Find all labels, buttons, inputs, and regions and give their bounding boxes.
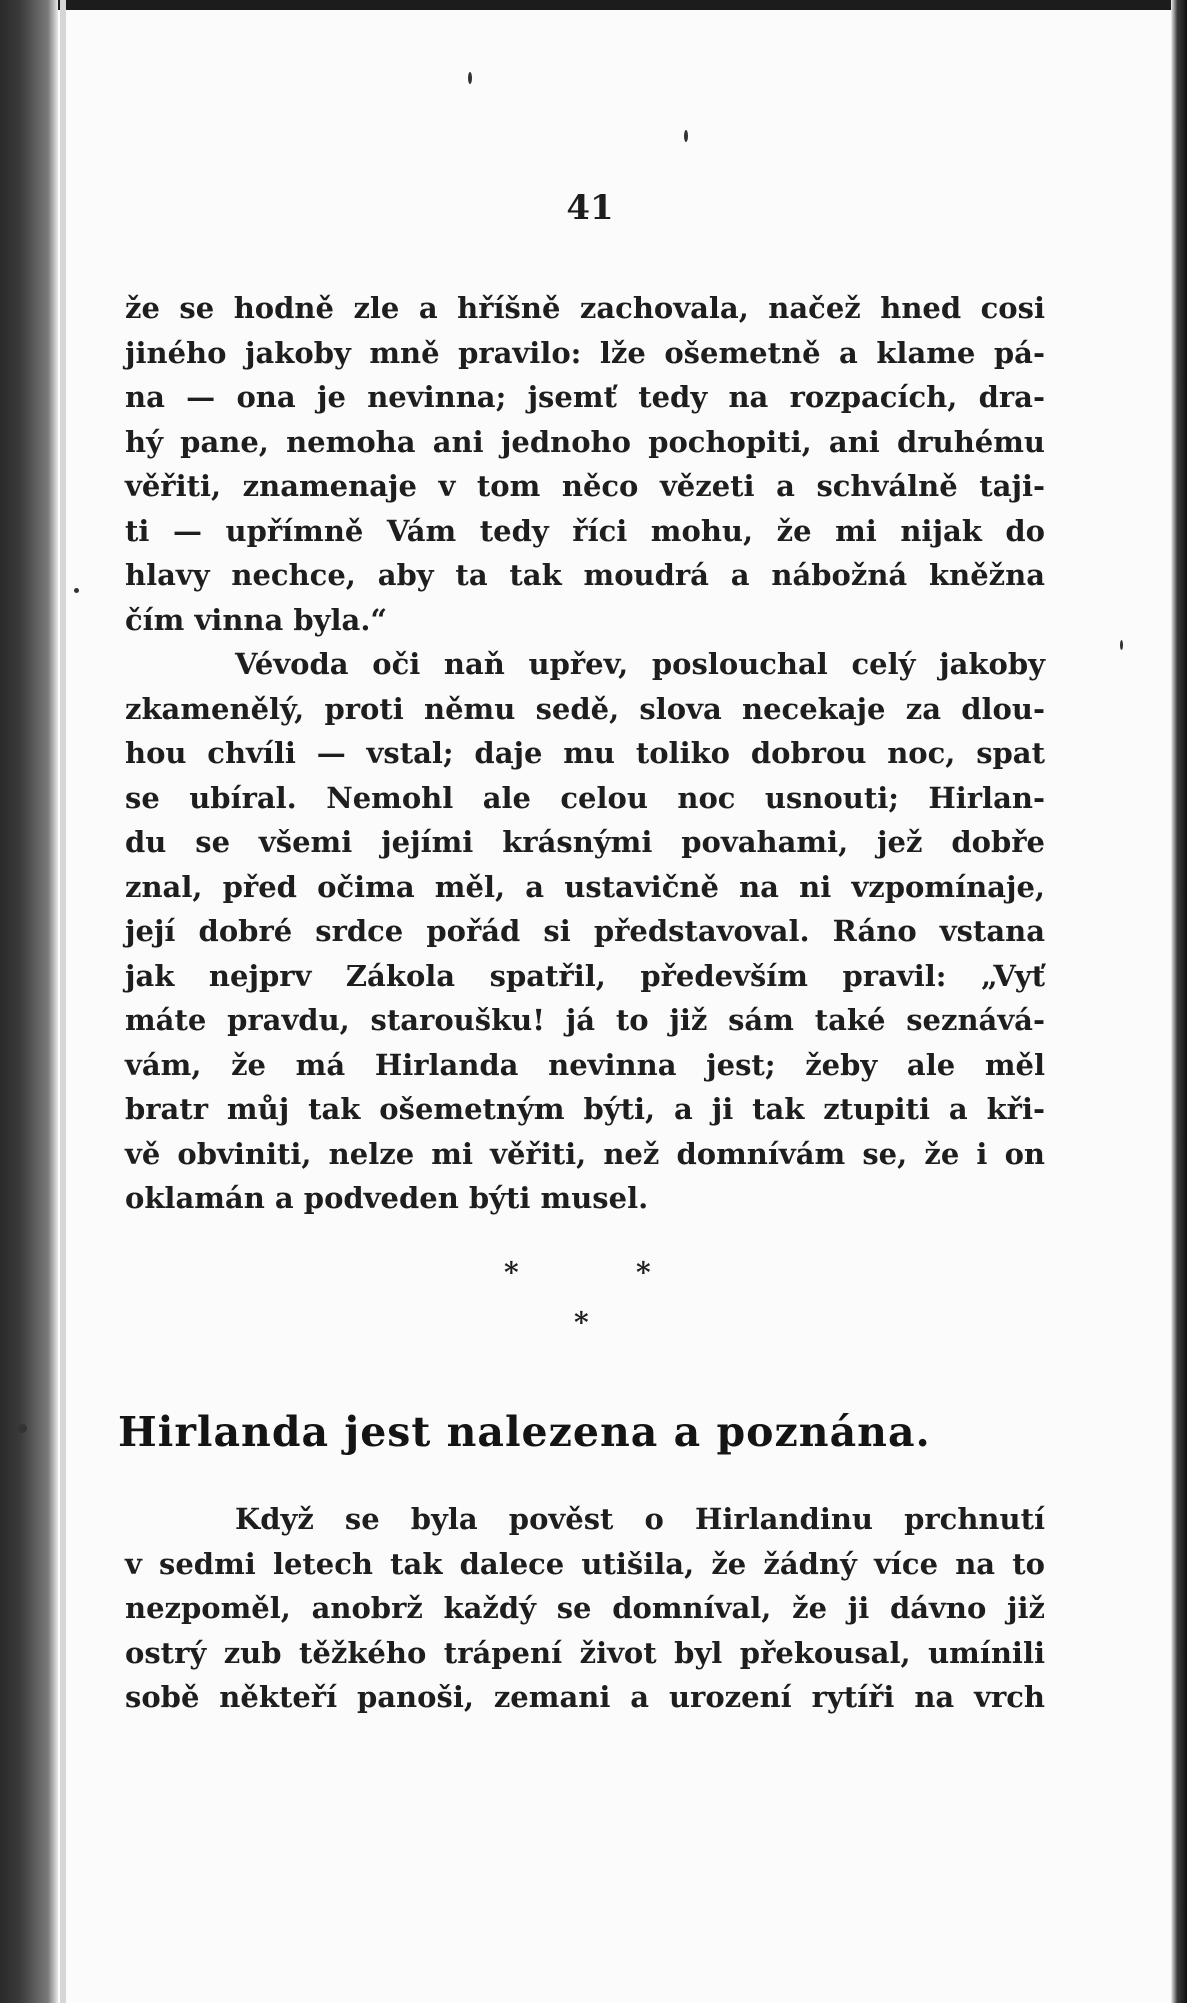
asterism-star: * [574,1306,589,1339]
asterism-star: * [504,1256,519,1289]
text-line: jiného jakoby mně pravilo: lže ošemetně a klame pá- [125,335,1045,370]
page-number: 41 [566,188,614,228]
text-line: zkamenělý, proti němu sedě, slova necekaje za dlou- [125,691,1045,726]
scan-speck [74,588,79,593]
text-line: hlavy nechce, aby ta tak moudrá a nábožná kněžna [125,558,1045,592]
text-line: Vévoda oči naň upřev, poslouchal celý jakoby [235,647,1045,681]
text-line: v sedmi letech tak dalece utišila, že žádný více na to [125,1546,1045,1581]
text-line: vám, že má Hirlanda nevinna jest; žeby ale měl [125,1047,1045,1082]
paragraph-3 [125,1497,1045,1720]
text-line: du se všemi jejími krásnými povahami, jež dobře [125,825,1045,859]
paragraph-2 [125,642,1045,1221]
text-line: jak nejprv Zákola spatřil, především pravil: „Vyť [125,958,1045,993]
scan-speck [468,72,472,84]
text-line: čím vinna byla.“ [125,602,388,637]
text-line: sobě někteří panoši, zemani a urození rytíři na vrch [125,1680,1045,1714]
scan-speck [1120,640,1123,650]
text-line: hý pane, nemoha ani jednoho pochopiti, ani druhému [125,424,1045,459]
text-line: její dobré srdce pořád si představoval. Ráno vstana [125,914,1045,948]
text-line: ostrý zub těžkého trápení život byl překousal, umínili [125,1635,1045,1670]
scan-speck [18,1424,27,1433]
asterism-star: * [636,1256,651,1289]
text-line: na — ona je nevinna; jsemť tedy na rozpacích, dra- [125,380,1045,414]
text-line: vě obviniti, nelze mi věřiti, než domnívám se, že i on [125,1136,1045,1171]
scan-speck [684,130,688,142]
text-line: se ubíral. Nemohl ale celou noc usnouti; Hirlan- [125,780,1045,815]
text-line: oklamán a podveden býti musel. [125,1181,649,1215]
text-line: znal, před očima měl, a ustavičně na ni vzpomínaje, [125,869,1045,904]
text-line: že se hodně zle a hříšně zachovala, načež hned cosi [125,291,1045,325]
text-line: hou chvíli — vstal; daje mu toliko dobrou noc, spat [125,736,1045,770]
text-line: nezpoměl, anobrž každý se domníval, že ji dávno již [125,1591,1045,1625]
asterism-divider [460,1256,700,1346]
paragraph-1 [125,286,1045,642]
scan-edge-left [0,0,58,2003]
text-line: ti — upřímně Vám tedy říci mohu, že mi nijak do [125,513,1045,548]
text-line: máte pravdu, staroušku! já to již sám také seznává- [125,1003,1045,1037]
scan-edge-top [0,0,1187,10]
scan-edge-left-inner [60,0,66,2003]
chapter-heading: Hirlanda jest nalezena a poznána. [118,1408,931,1456]
text-line: bratr můj tak ošemetným býti, a ji tak ztupiti a kři- [125,1092,1045,1126]
scan-edge-right [1171,0,1187,2003]
text-line: Když se byla pověst o Hirlandinu prchnutí [235,1502,1045,1536]
text-line: věřiti, znamenaje v tom něco vězeti a schválně taji- [125,469,1045,503]
